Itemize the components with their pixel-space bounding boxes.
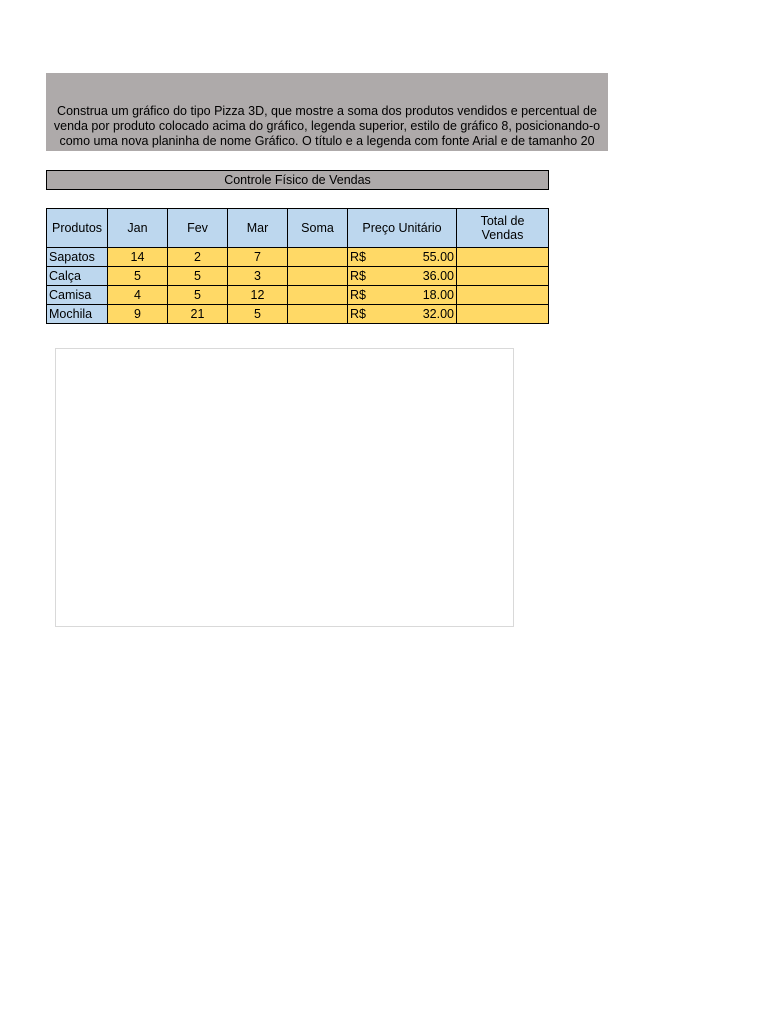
cell-jan[interactable]: 9: [108, 305, 168, 324]
currency-symbol: R$: [350, 288, 366, 302]
header-produtos[interactable]: Produtos: [47, 209, 108, 248]
cell-fev[interactable]: 5: [168, 286, 228, 305]
table-row: [47, 305, 549, 324]
header-total-line-2: Vendas: [481, 228, 524, 242]
sales-table: [46, 208, 549, 324]
price-value: 36.00: [422, 269, 454, 283]
cell-fev[interactable]: 21: [168, 305, 228, 324]
cell-soma[interactable]: [288, 305, 348, 324]
instruction-cell[interactable]: [46, 73, 608, 151]
currency-symbol: R$: [350, 250, 366, 264]
cell-mar[interactable]: 12: [228, 286, 288, 305]
cell-preco[interactable]: [348, 248, 457, 267]
cell-soma[interactable]: [288, 286, 348, 305]
table-header-row: [47, 209, 549, 248]
cell-soma[interactable]: [288, 267, 348, 286]
cell-soma[interactable]: [288, 248, 348, 267]
table-row: [47, 248, 549, 267]
cell-produto[interactable]: Camisa: [47, 286, 108, 305]
cell-total[interactable]: [457, 248, 549, 267]
cell-preco[interactable]: [348, 286, 457, 305]
cell-jan[interactable]: 14: [108, 248, 168, 267]
cell-mar[interactable]: 7: [228, 248, 288, 267]
instruction-line-2: venda por produto colocado acima do gráfico, legenda superior, estilo de gráfico 8, posicionando-o: [53, 119, 601, 133]
cell-mar[interactable]: 5: [228, 305, 288, 324]
sheet-title-cell[interactable]: [46, 170, 549, 190]
currency-symbol: R$: [350, 269, 366, 283]
header-total-vendas[interactable]: [457, 209, 549, 248]
cell-preco[interactable]: [348, 305, 457, 324]
table-row: [47, 286, 549, 305]
price-value: 18.00: [422, 288, 454, 302]
cell-jan[interactable]: 4: [108, 286, 168, 305]
header-total-line-1: Total de: [480, 214, 525, 228]
cell-produto[interactable]: Sapatos: [47, 248, 108, 267]
empty-chart-area[interactable]: [55, 348, 514, 627]
header-mar[interactable]: Mar: [228, 209, 288, 248]
cell-mar[interactable]: 3: [228, 267, 288, 286]
cell-produto[interactable]: Mochila: [47, 305, 108, 324]
cell-fev[interactable]: 5: [168, 267, 228, 286]
currency-symbol: R$: [350, 307, 366, 321]
header-preco-unitario[interactable]: Preço Unitário: [348, 209, 457, 248]
cell-total[interactable]: [457, 286, 549, 305]
cell-preco[interactable]: [348, 267, 457, 286]
cell-produto[interactable]: Calça: [47, 267, 108, 286]
cell-total[interactable]: [457, 267, 549, 286]
price-value: 55.00: [422, 250, 454, 264]
header-soma[interactable]: Soma: [288, 209, 348, 248]
sheet-title: Controle Físico de Vendas: [224, 173, 371, 187]
cell-fev[interactable]: 2: [168, 248, 228, 267]
cell-total[interactable]: [457, 305, 549, 324]
instruction-text: [54, 104, 600, 149]
table-row: [47, 267, 549, 286]
header-fev[interactable]: Fev: [168, 209, 228, 248]
price-value: 32.00: [422, 307, 454, 321]
instruction-line-1: Construa um gráfico do tipo Pizza 3D, que mostre a soma dos produtos vendidos e percentual de: [57, 104, 597, 118]
header-jan[interactable]: Jan: [108, 209, 168, 248]
cell-jan[interactable]: 5: [108, 267, 168, 286]
instruction-line-3: como uma nova planinha de nome Gráfico. O título e a legenda com fonte Arial e de tamanho 20: [59, 134, 595, 148]
